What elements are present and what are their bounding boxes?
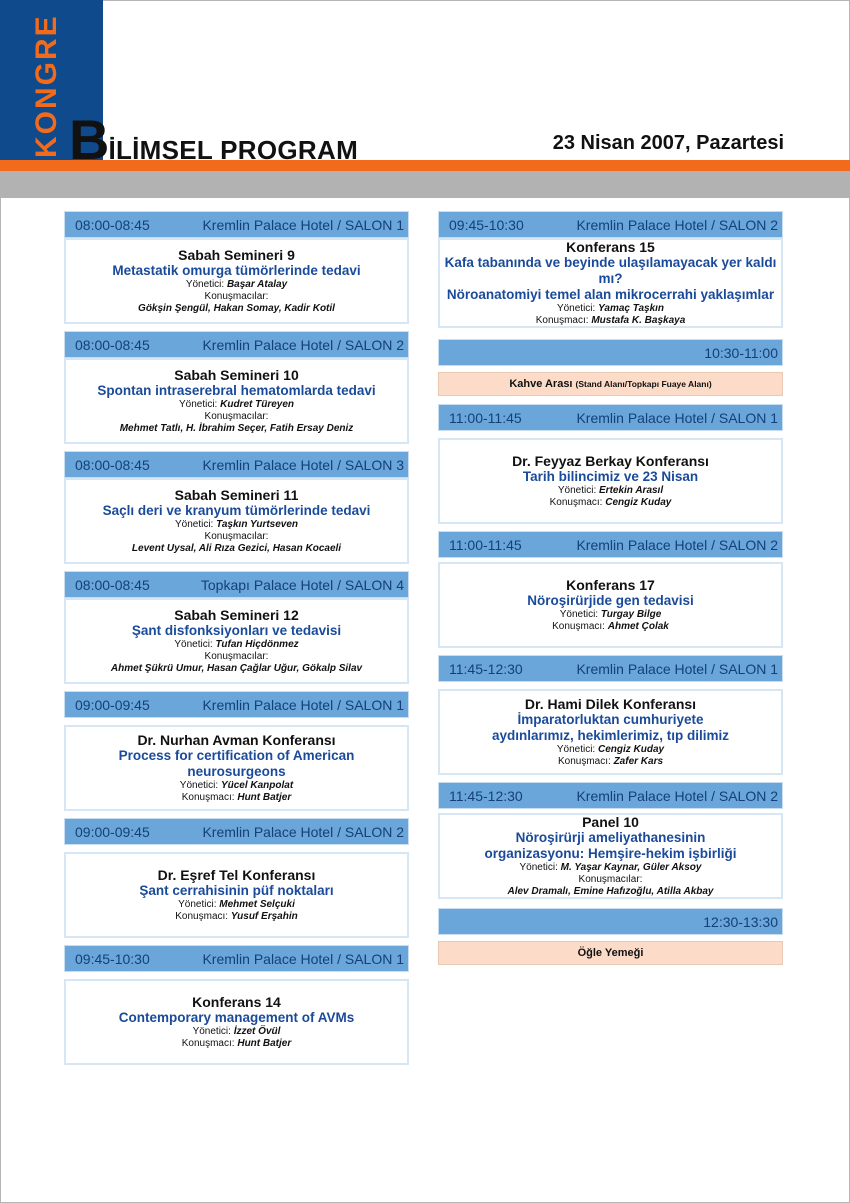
- session-panel: [64, 478, 409, 564]
- moderator-line: Yönetici: Ertekin Arasıl: [557, 485, 664, 496]
- session-title: Dr. Eşref Tel Konferansı: [157, 867, 316, 883]
- speaker-line: Konuşmacı: Mustafa K. Başkaya: [535, 315, 686, 326]
- session-time: 11:45-12:30: [449, 787, 523, 804]
- speakers-names: Alev Dramalı, Emine Hafızoğlu, Atilla Akbay: [507, 886, 714, 897]
- session-venue: Topkapı Palace Hotel / SALON 4: [200, 576, 404, 593]
- moderator-line: Yönetici: İzzet Övül: [192, 1026, 281, 1037]
- session-venue: Kremlin Palace Hotel / SALON 2: [576, 536, 778, 553]
- session-title: Konferans 14: [192, 994, 281, 1010]
- break-label: Kahve Arası: [509, 378, 573, 390]
- session-title: Sabah Semineri 12: [174, 607, 299, 623]
- session-topic: Saçlı deri ve kranyum tümörlerinde tedavi: [102, 503, 371, 518]
- session-venue: Kremlin Palace Hotel / SALON 2: [576, 216, 778, 233]
- kongre-logo-text: KONGRE: [30, 14, 63, 158]
- session-topic: Kafa tabanında ve beyinde ulaşılamayacak yer kaldı mı?: [444, 255, 777, 286]
- session-time: 09:45-10:30: [75, 950, 150, 967]
- moderator-line: Yönetici: Cengiz Kuday: [556, 744, 665, 755]
- session-title: Panel 10: [582, 814, 639, 830]
- session-panel: [64, 238, 409, 324]
- speakers-label: Konuşmacılar:: [204, 531, 269, 542]
- speaker-line: Konuşmacı: Zafer Kars: [557, 756, 664, 767]
- page-date: 23 Nisan 2007, Pazartesi: [552, 132, 784, 154]
- session-time: 09:00-09:45: [75, 823, 150, 840]
- session-title: Dr. Feyyaz Berkay Konferansı: [512, 453, 709, 469]
- session-header: [64, 451, 409, 478]
- session-time: 08:00-08:45: [75, 576, 150, 593]
- speakers-names: Mehmet Tatlı, H. İbrahim Seçer, Fatih Ersay Deniz: [119, 423, 354, 434]
- break-header: [438, 908, 783, 935]
- session-header: [64, 945, 409, 972]
- session-topic: Metastatik omurga tümörlerinde tedavi: [112, 263, 361, 278]
- moderator-line: Yönetici: Yamaç Taşkın: [556, 303, 665, 314]
- session-panel: [438, 562, 783, 648]
- session-time: 09:45-10:30: [449, 216, 524, 233]
- header-gray-bar: [0, 171, 850, 198]
- session-time: 11:00-11:45: [449, 409, 522, 426]
- session-topic: Spontan intraserebral hematomlarda tedavi: [97, 383, 376, 398]
- speakers-names: Gökşin Şengül, Hakan Somay, Kadir Kotil: [138, 303, 335, 314]
- coffee-break-bar: [438, 372, 783, 396]
- session-panel: [438, 813, 783, 899]
- session-panel: [64, 598, 409, 684]
- speaker-line: Konuşmacı: Ahmet Çolak: [552, 621, 669, 632]
- session-title: Konferans 17: [566, 577, 655, 593]
- session-panel: [438, 438, 783, 524]
- session-topic-line2: aydınlarımız, hekimlerimiz, tıp dilimiz: [491, 728, 730, 743]
- speakers-label: Konuşmacılar:: [578, 874, 643, 885]
- session-header: [438, 404, 783, 431]
- speakers-names: Ahmet Şükrü Umur, Hasan Çağlar Uğur, Gökalp Silav: [110, 663, 363, 674]
- session-topic: Şant cerrahisinin püf noktaları: [139, 883, 334, 898]
- lunch-break-bar: [438, 941, 783, 965]
- session-venue: Kremlin Palace Hotel / SALON 1: [576, 660, 778, 677]
- speakers-names: Levent Uysal, Ali Rıza Gezici, Hasan Kocaeli: [131, 543, 342, 554]
- title-initial: B: [69, 108, 109, 171]
- speakers-label: Konuşmacılar:: [204, 291, 269, 302]
- session-title: Konferans 15: [566, 239, 655, 255]
- session-venue: Kremlin Palace Hotel / SALON 1: [576, 409, 778, 426]
- speakers-label: Konuşmacılar:: [204, 411, 269, 422]
- session-topic: Şant disfonksiyonları ve tedavisi: [131, 623, 342, 638]
- session-time: 11:00-11:45: [449, 536, 522, 553]
- moderator-line: Yönetici: Başar Atalay: [185, 279, 288, 290]
- speakers-label: Konuşmacılar:: [204, 651, 269, 662]
- session-time: 08:00-08:45: [75, 336, 150, 353]
- session-topic-line2: Nöroanatomiyi temel alan mikrocerrahi yaklaşımlar: [446, 287, 775, 302]
- moderator-line: Yönetici: Taşkın Yurtseven: [174, 519, 299, 530]
- session-title: Sabah Semineri 10: [174, 367, 299, 383]
- session-topic: İmparatorluktan cumhuriyete: [517, 712, 704, 727]
- session-header: [64, 571, 409, 598]
- right-column: [438, 211, 783, 965]
- speaker-line: Konuşmacı: Hunt Batjer: [181, 1038, 292, 1049]
- session-topic: Process for certification of American neurosurgeons: [118, 748, 355, 779]
- speaker-line: Konuşmacı: Cengiz Kuday: [549, 497, 672, 508]
- moderator-line: Yönetici: Tufan Hiçdönmez: [174, 639, 299, 650]
- session-title: Sabah Semineri 11: [174, 487, 299, 503]
- session-time: 08:00-08:45: [75, 216, 150, 233]
- session-venue: Kremlin Palace Hotel / SALON 2: [202, 823, 404, 840]
- moderator-line: Yönetici: Turgay Bilge: [559, 609, 662, 620]
- moderator-line: Yönetici: Mehmet Selçuki: [178, 899, 295, 910]
- session-panel: [64, 979, 409, 1065]
- break-label: Öğle Yemeği: [577, 947, 644, 959]
- session-header: [64, 818, 409, 845]
- session-header: [64, 211, 409, 238]
- session-topic-line2: organizasyonu: Hemşire-hekim işbirliği: [484, 846, 737, 861]
- session-panel: [438, 238, 783, 328]
- speaker-line: Konuşmacı: Yusuf Erşahin: [175, 911, 298, 922]
- session-topic: Nöroşirürji ameliyathanesinin: [515, 830, 706, 845]
- session-venue: Kremlin Palace Hotel / SALON 1: [202, 696, 404, 713]
- session-header: [438, 655, 783, 682]
- session-header: [438, 531, 783, 558]
- moderator-line: Yönetici: Kudret Türeyen: [178, 399, 295, 410]
- session-header: [438, 211, 783, 238]
- session-panel: [438, 689, 783, 775]
- session-time: 11:45-12:30: [449, 660, 523, 677]
- session-venue: Kremlin Palace Hotel / SALON 2: [202, 336, 404, 353]
- session-title: Dr. Nurhan Avman Konferansı: [137, 732, 336, 748]
- session-header: [64, 331, 409, 358]
- left-column: [64, 211, 409, 1065]
- speaker-line: Konuşmacı: Hunt Batjer: [181, 792, 292, 803]
- session-venue: Kremlin Palace Hotel / SALON 1: [202, 216, 404, 233]
- session-time: 09:00-09:45: [75, 696, 150, 713]
- session-venue: Kremlin Palace Hotel / SALON 1: [202, 950, 404, 967]
- moderator-line: Yönetici: Yücel Kanpolat: [179, 780, 294, 791]
- session-venue: Kremlin Palace Hotel / SALON 2: [576, 787, 778, 804]
- session-title: Sabah Semineri 9: [178, 247, 295, 263]
- session-time: 08:00-08:45: [75, 456, 150, 473]
- page-title: [69, 108, 359, 171]
- session-title: Dr. Hami Dilek Konferansı: [524, 696, 697, 712]
- session-panel: [64, 852, 409, 938]
- break-time: 10:30-11:00: [704, 344, 778, 361]
- session-topic: Tarih bilincimiz ve 23 Nisan: [522, 469, 699, 484]
- session-topic: Contemporary management of AVMs: [118, 1010, 355, 1025]
- moderator-line: Yönetici: M. Yaşar Kaynar, Güler Aksoy: [519, 862, 702, 873]
- session-venue: Kremlin Palace Hotel / SALON 3: [202, 456, 404, 473]
- session-topic: Nöroşirürjide gen tedavisi: [527, 593, 694, 608]
- session-header: [64, 691, 409, 718]
- break-time: 12:30-13:30: [703, 913, 778, 930]
- break-detail: (Stand Alanı/Topkapı Fuaye Alanı): [575, 379, 712, 389]
- break-header: [438, 339, 783, 366]
- title-rest: İLİMSEL PROGRAM: [108, 135, 359, 165]
- session-panel: [64, 725, 409, 811]
- session-header: [438, 782, 783, 809]
- session-panel: [64, 358, 409, 444]
